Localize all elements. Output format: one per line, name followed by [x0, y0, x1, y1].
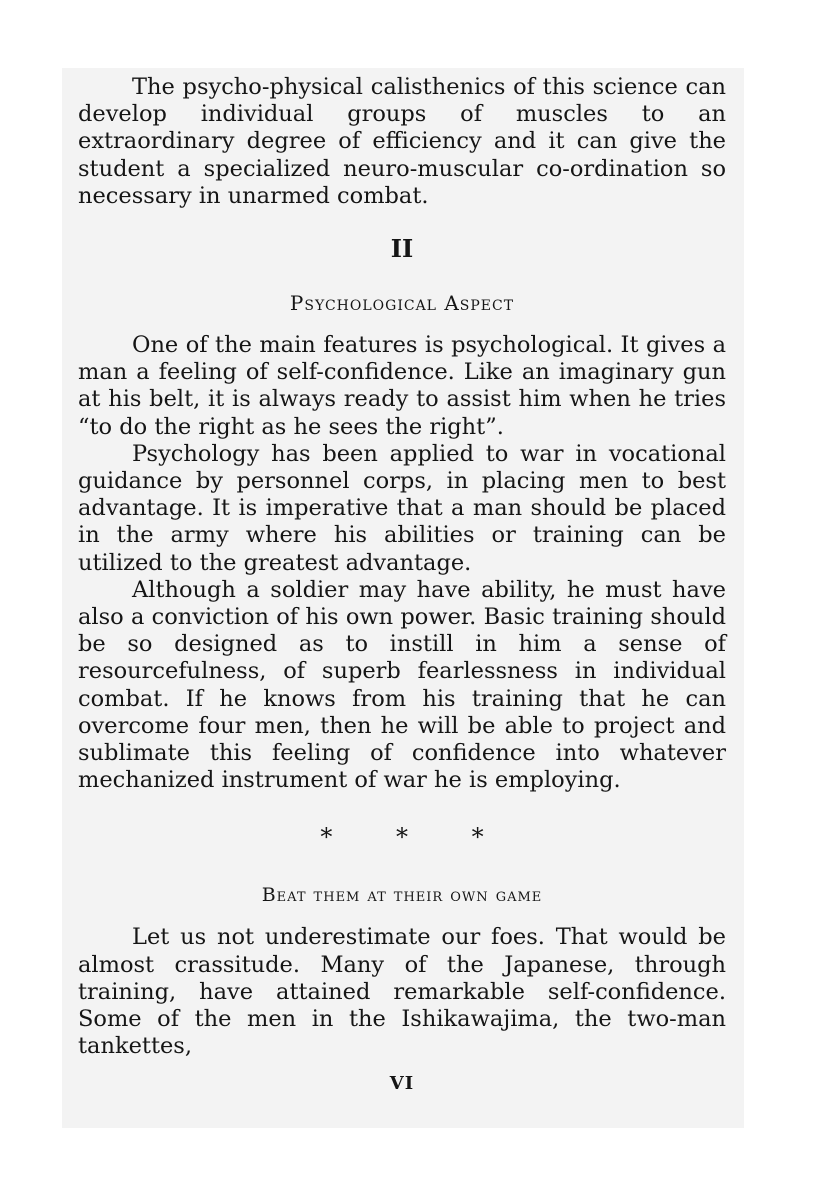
intro-paragraph: The psycho-physical calisthenics of this science can develop individual groups of muscles to an extraordinary degree of efficiency and it can give the student a specialized neuro-muscular co-ordination so necessary in unarmed combat. — [78, 74, 726, 209]
section-title: Psychological Aspect — [289, 291, 515, 316]
section-paragraph-1: One of the main features is psychological. It gives a man a feeling of self-confidence. Like an imaginary gun at his belt, it is always ready to assist him when he tries “to do the right as he sees the right”. — [78, 332, 726, 440]
section-paragraph-3: Although a soldier may have ability, he must have also a conviction of his own power. Basic training should be so designed as to instill in him a sense of resourcefulness, of superb fearlessness in individual combat. If he knows from his training that he can overcome four men, then he will be able to project and sublimate this feeling of confidence into whatever mechanized instrument of war he is employing. — [78, 576, 726, 794]
section-paragraph-2: Psychology has been applied to war in vocational guidance by personnel corps, in placing men to best advantage. It is imperative that a man should be placed in the army where his abilities or training can be utilized to the greatest advantage. — [78, 440, 726, 576]
page-text — [78, 74, 726, 1096]
subsection-title: Beat them at their own game — [261, 884, 543, 907]
section-number: II — [390, 234, 414, 264]
page-number: VI — [389, 1073, 415, 1095]
section-separator: * * * — [320, 823, 512, 852]
subsection-paragraph-1: Let us not underestimate our foes. That would be almost crassitude. Many of the Japanese, through training, have attained remarkable self-confidence. Some of the men in the Ishikawajima, the two-man tankettes, — [78, 924, 726, 1060]
